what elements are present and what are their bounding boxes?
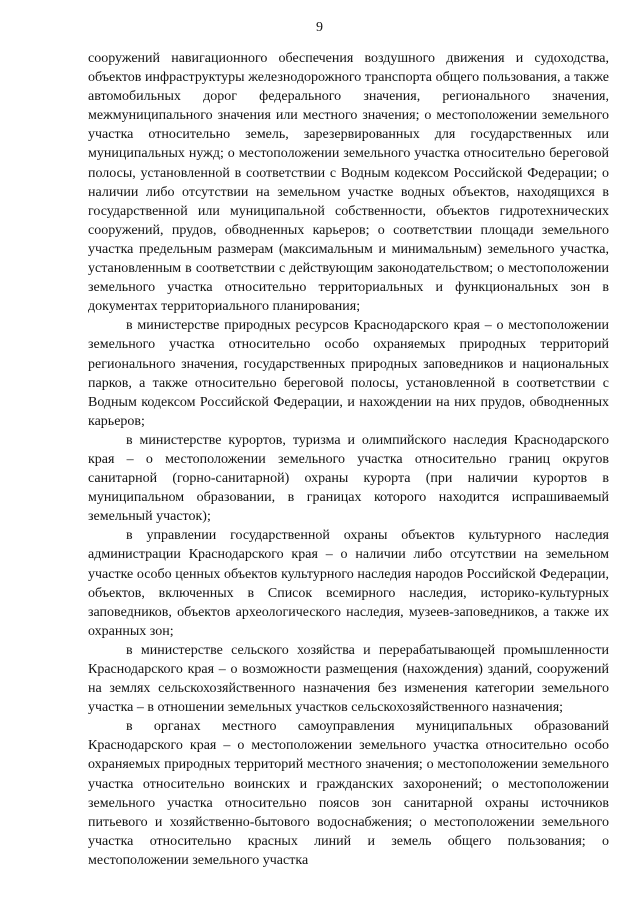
page-number: 9 <box>316 20 323 35</box>
paragraph-continuation: сооружений навигационного обеспечения воздушного движения и судоходства, объектов инфраструктуры железнодорожного транспорта общего пользования, а также автомобильных дорог федерального значения, регионального значения, межмуниципального значения или местного значения; о местоположении земельного участка относительно земель, зарезервированных для государственных или муниципальных нужд; о местоположении земельного участка относительно береговой полосы, установленной в соответствии с Водным кодексом Российской Федерации; о наличии либо отсутствии на земельном участке водных объектов, находящихся в государственной или муниципальной собственности, объектов гидротехнических сооружений, прудов, обводненных карьеров; о соответствии площади земельного участка предельным размерам (максимальным и минимальным) земельного участка, установленным в соответствии с действующим законодательством; о местоположении земельного участка относительно территориальных и функциональных зон в документах территориального планирования; <box>88 51 609 315</box>
document-body <box>88 49 609 870</box>
paragraph-ministry-agriculture: в министерстве сельского хозяйства и перерабатывающей промышленности Краснодарского края – о возможности размещения (нахождения) зданий, сооружений на землях сельскохозяйственного назначения без изменения категории земельного участка – в отношении земельных участков сельскохозяйственного назначения; <box>88 642 609 716</box>
paragraph-ministry-natural-resources: в министерстве природных ресурсов Краснодарского края – о местоположении земельного участка относительно особо охраняемых природных территорий регионального значения, государственных природных заповедников и национальных парков, а также относительно береговой полосы, установленной в соответствии с Водным кодексом Российской Федерации, и нахождении на них прудов, обводненных карьеров; <box>88 318 609 429</box>
paragraph-ministry-resorts: в министерстве курортов, туризма и олимпийского наследия Краснодарского края – о местоположении земельного участка относительно границ округов санитарной (горно-санитарной) охраны курорта (при наличии курортов в муниципальном образовании, в границах которого находится испрашиваемый земельный участок); <box>88 432 609 525</box>
paragraph-local-government: в органах местного самоуправления муниципальных образований Краснодарского края – о местоположении земельного участка относительно особо охраняемых природных территорий местного значения; о местоположении земельного участка относительно воинских и гражданских захоронений; о местоположении земельного участка относительно поясов зон санитарной охраны источников питьевого и хозяйственно-бытового водоснабжения; о местоположении земельного участка относительно красных линий и земель общего пользования; о местоположении земельного участка <box>88 719 609 868</box>
paragraph-cultural-heritage: в управлении государственной охраны объектов культурного наследия администрации Краснодарского края – о наличии либо отсутствии на земельном участке особо ценных объектов культурного наследия народов Российской Федерации, объектов, включенных в Список всемирного наследия, историко-культурных заповедников, объектов археологического наследия, музеев-заповедников, а также их охранных зон; <box>88 528 609 639</box>
